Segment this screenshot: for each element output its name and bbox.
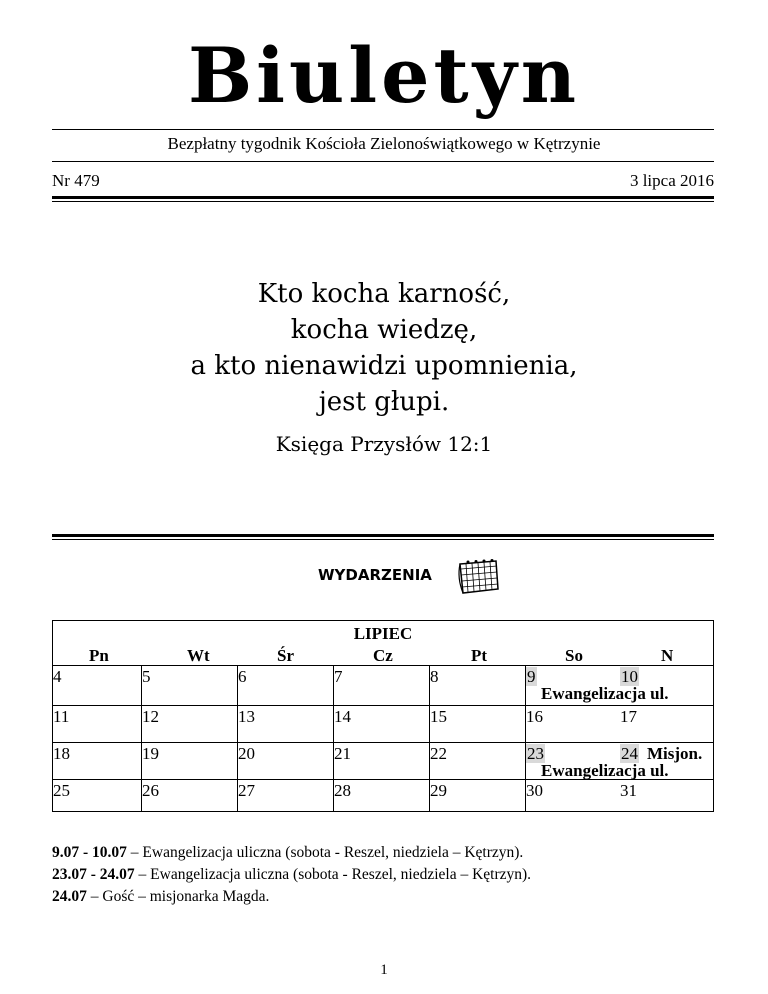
event-note-date: 24.07 — [52, 888, 87, 905]
quote-reference: Księga Przysłów 12:1 — [275, 432, 493, 456]
masthead-title: Biuletyn — [187, 31, 581, 120]
subtitle: Bezpłatny tygodnik Kościoła Zielonoświątkowego w Kętrzynie — [167, 134, 601, 153]
event-note-text: – Ewangelizacja uliczna (sobota - Reszel, niedziela – Kętrzyn). — [126, 844, 524, 861]
calendar-month: LIPIEC — [353, 624, 413, 643]
day-header: Cz — [373, 646, 393, 665]
day-header: Śr — [277, 646, 294, 665]
header-rule — [52, 201, 714, 202]
calendar-day: 22 — [430, 744, 447, 763]
calendar-day: 19 — [142, 744, 159, 763]
calendar-day: 9 — [527, 667, 536, 686]
calendar-day: 7 — [334, 667, 343, 686]
event-note — [52, 886, 732, 908]
day-header: N — [661, 646, 674, 665]
bible-quote — [0, 276, 768, 420]
calendar-day: 25 — [53, 781, 70, 800]
issue-date: 3 lipca 2016 — [629, 171, 714, 190]
calendar-day: 13 — [238, 707, 255, 726]
calendar-day: 6 — [238, 667, 247, 686]
calendar-day: 16 — [526, 707, 543, 726]
day-header: So — [565, 646, 583, 665]
calendar-day: 24 — [621, 744, 638, 763]
event-notes — [52, 842, 732, 908]
calendar-day: 26 — [142, 781, 159, 800]
day-header: Pt — [471, 646, 488, 665]
calendar-icon — [454, 556, 502, 596]
calendar-day: 30 — [526, 781, 543, 800]
calendar-day: 27 — [238, 781, 255, 800]
section-rule-thick — [52, 534, 714, 537]
event-note — [52, 842, 732, 864]
calendar-day: 21 — [334, 744, 351, 763]
page-number: 1 — [380, 962, 388, 978]
calendar-event: Ewangelizacja ul. — [541, 684, 669, 703]
day-header: Pn — [89, 646, 109, 665]
calendar-day: 29 — [430, 781, 447, 800]
calendar-day: 20 — [238, 744, 255, 763]
calendar-day: 10 — [621, 667, 638, 686]
event-note-date: 23.07 - 24.07 — [52, 866, 135, 883]
day-header: Wt — [187, 646, 210, 665]
calendar-event: Misjon. — [647, 744, 703, 763]
calendar-day: 14 — [334, 707, 351, 726]
header-rule — [52, 129, 714, 130]
calendar-day: 8 — [430, 667, 439, 686]
events-calendar — [52, 620, 714, 812]
calendar-day: 12 — [142, 707, 159, 726]
header-rule — [52, 161, 714, 162]
calendar-event: Ewangelizacja ul. — [541, 761, 669, 780]
issue-number: Nr 479 — [52, 171, 100, 190]
event-note — [52, 864, 732, 886]
calendar-day: 11 — [53, 707, 70, 726]
header-rule-thick — [52, 196, 714, 199]
calendar-day: 5 — [142, 667, 151, 686]
quote-line: Kto kocha karność, — [257, 279, 511, 309]
calendar-day: 18 — [53, 744, 70, 763]
calendar-day: 15 — [430, 707, 447, 726]
quote-line: a kto nienawidzi upomnienia, — [190, 351, 578, 381]
calendar-day: 31 — [620, 781, 637, 800]
calendar-day: 23 — [527, 744, 544, 763]
quote-line: kocha wiedzę, — [290, 315, 478, 345]
calendar-day: 17 — [620, 707, 637, 726]
calendar-day: 28 — [334, 781, 351, 800]
section-rule — [52, 539, 714, 540]
event-note-date: 9.07 - 10.07 — [52, 844, 127, 861]
quote-line: jest głupi. — [318, 387, 450, 417]
calendar-day: 4 — [53, 667, 62, 686]
events-heading: WYDARZENIA — [318, 566, 432, 584]
event-note-text: – Ewangelizacja uliczna (sobota - Reszel, niedziela – Kętrzyn). — [134, 866, 532, 883]
event-note-text: – Gość – misjonarka Magda. — [86, 888, 270, 905]
